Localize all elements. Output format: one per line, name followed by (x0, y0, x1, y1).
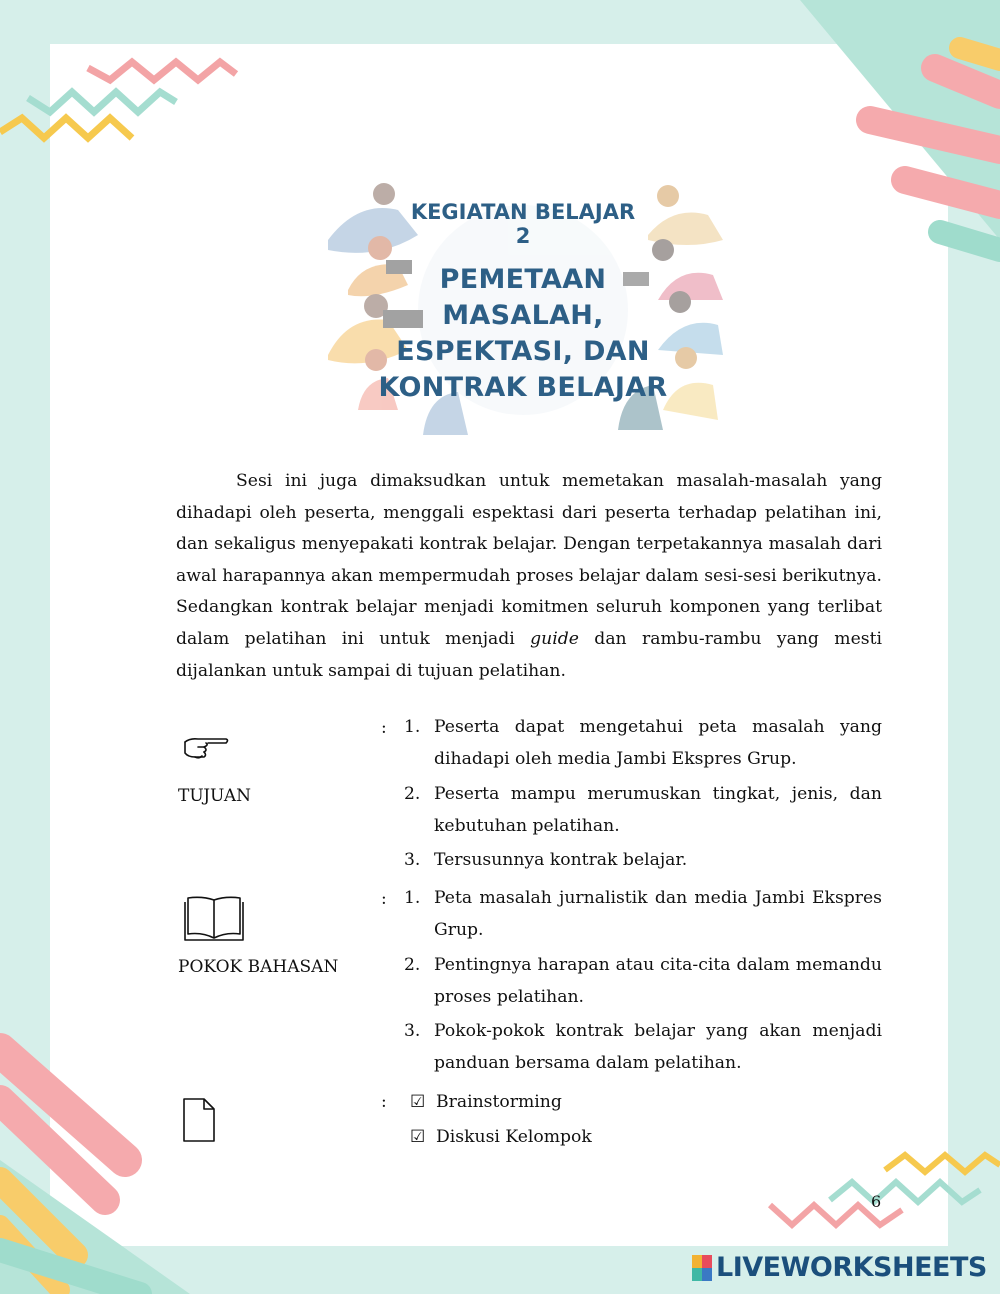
pokok-item-1-number: 1. (404, 888, 421, 908)
tujuan-colon: : (381, 718, 387, 738)
tujuan-item-3 (404, 845, 882, 877)
tujuan-item-2 (404, 779, 882, 842)
logo-tile-l (692, 1255, 702, 1268)
section-title-line-4: KONTRAK BELAJAR (378, 372, 668, 403)
pokok-item-1 (404, 883, 882, 946)
metode-item-1-text: Brainstorming (436, 1092, 562, 1112)
intro-text-end: dan rambu-rambu yang mesti dijalankan untuk sampai di tujuan pelatihan. (176, 628, 882, 681)
section-header-graphic (318, 180, 728, 435)
logo-tile-v (692, 1268, 702, 1281)
pokok-bahasan-label: POKOK BAHASAN (178, 957, 339, 977)
liveworksheets-logo-icon (692, 1255, 712, 1281)
checkbox-checked-icon: ☑ (410, 1127, 426, 1147)
tujuan-item-3-number: 3. (404, 850, 421, 870)
tujuan-label: TUJUAN (178, 786, 251, 806)
section-title-line-1: PEMETAAN (439, 264, 607, 295)
activity-kicker: KEGIATAN BELAJAR (410, 200, 636, 224)
tujuan-item-1-text: Peserta dapat mengetahui peta masalah yang dihadapi oleh media Jambi Ekspres Grup. (434, 717, 882, 769)
pokok-item-3 (404, 1016, 882, 1079)
liveworksheets-logo[interactable] (692, 1252, 987, 1283)
pokok-item-3-number: 3. (404, 1021, 421, 1041)
metode-item-1 (410, 1092, 562, 1112)
tujuan-item-1 (404, 712, 882, 775)
section-title-line-3: ESPEKTASI, DAN (396, 336, 650, 367)
logo-tile-e (702, 1268, 712, 1281)
checkbox-checked-icon: ☑ (410, 1092, 426, 1112)
open-book-icon (182, 894, 246, 944)
pokok-item-2-number: 2. (404, 955, 421, 975)
metode-colon: : (381, 1092, 387, 1112)
tujuan-item-2-number: 2. (404, 784, 421, 804)
intro-paragraph (176, 466, 882, 687)
pokok-item-2 (404, 950, 882, 1013)
pokok-item-3-text: Pokok-pokok kontrak belajar yang akan menjadi panduan bersama dalam pelatihan. (434, 1021, 882, 1073)
activity-number: 2 (515, 224, 531, 248)
intro-italic-word: guide (530, 628, 579, 649)
pointing-hand-icon (182, 734, 230, 760)
tujuan-item-1-number: 1. (404, 717, 421, 737)
tujuan-item-2-text: Peserta mampu merumuskan tingkat, jenis, dan kebutuhan pelatihan. (434, 784, 882, 836)
logo-tile-i (702, 1255, 712, 1268)
liveworksheets-brand-text: LIVEWORKSHEETS (716, 1252, 987, 1283)
intro-text-start: Sesi ini juga dimaksudkan untuk memetakan masalah-masalah yang dihadapi oleh peserta, menggali espektasi dari peserta terhadap pelatihan ini, dan sekaligus menyepakati kontrak belajar. Dengan terpetakannya masalah dari awal harapannya akan mempermudah proses belajar dalam sesi-sesi berikutnya. Sedangkan kontrak belajar menjadi komitmen seluruh komponen yang terlibat dalam pelatihan ini untuk menjadi (176, 471, 882, 649)
pokok-item-2-text: Pentingnya harapan atau cita-cita dalam memandu proses pelatihan. (434, 955, 882, 1007)
pokok-bahasan-colon: : (381, 889, 387, 909)
metode-item-2 (410, 1127, 592, 1147)
section-title-line-2: MASALAH, (442, 300, 604, 331)
tujuan-item-3-text: Tersusunnya kontrak belajar. (434, 850, 688, 870)
pokok-item-1-text: Peta masalah jurnalistik dan media Jambi Ekspres Grup. (434, 888, 882, 940)
metode-item-2-text: Diskusi Kelompok (436, 1127, 592, 1147)
document-icon (182, 1097, 216, 1143)
page-number: 6 (871, 1192, 882, 1211)
